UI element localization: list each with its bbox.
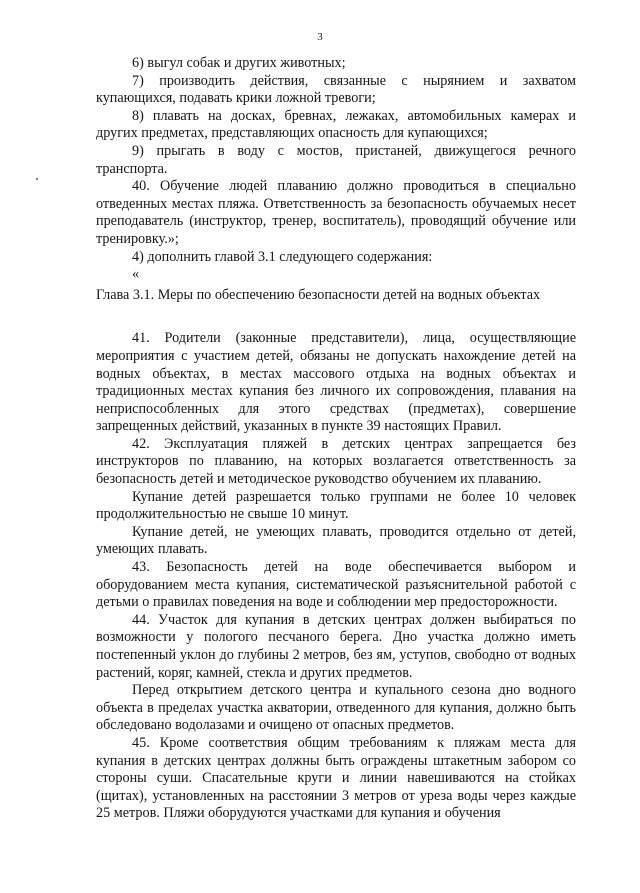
list-item-7: 7) производить действия, связанные с нырянием и захватом купающихся, подавать крики ложной тревоги;: [96, 72, 576, 107]
paragraph-43: 43. Безопасность детей на воде обеспечивается выбором и оборудованием места купания, систематической разъяснительной работой с детьми о правилах поведения на воде и соблюдении мер предосторожности.: [96, 559, 576, 611]
paragraph-44: 44. Участок для купания в детских центрах должен выбираться по возможности у пологого песчаного берега. Дно участка должно иметь постепенный уклон до глубины 2 метров, без ям, уступов, свободно от водных растений, коряг, камней, стекла и других предметов.: [96, 611, 576, 681]
paragraph-non-swimmers: Купание детей, не умеющих плавать, проводится отдельно от детей, умеющих плавать.: [96, 523, 576, 558]
document-body: [96, 55, 576, 823]
chapter-heading: Глава 3.1. Меры по обеспечению безопасности детей на водных объектах: [96, 286, 541, 303]
paragraph-40: 40. Обучение людей плаванию должно проводиться в специально отведенных местах пляжа. Ответственность за безопасность обучаемых несет преподаватель (инструктор, тренер, воспитатель), проводящий обучение или тренировку.»;: [96, 178, 576, 247]
paragraph-45: 45. Кроме соответствия общим требованиям к пляжам места для купания в детских центрах должны быть ограждены штакетным забором со стороны суши. Спасательные круги и линии навешиваются на стойках (щитах), установленных на расстоянии 3 метров от уреза воды через каждые 25 метров. Пляжи оборудуются участками для купания и обучения: [96, 734, 576, 822]
list-item-6: 6) выгул собак и других животных;: [132, 55, 346, 71]
paragraph-bottom-inspection: Перед открытием детского центра и купального сезона дно водного объекта в пределах участка акватории, отведенного для купания, должно быть обследовано водолазами и очищено от опасных предметов.: [96, 682, 576, 734]
scan-speck: [36, 178, 38, 180]
paragraph-group-bathing: Купание детей разрешается только группами не более 10 человек продолжительностью не свыше 10 минут.: [96, 488, 576, 523]
list-item-8: 8) плавать на досках, бревнах, лежаках, автомобильных камерах и других предметах, представляющих опасность для купающихся;: [96, 107, 576, 142]
page-number: 3: [317, 31, 323, 43]
paragraph-42: 42. Эксплуатация пляжей в детских центрах запрещается без инструкторов по плаванию, на которых возлагается ответственность за безопасность детей и методическое руководство обучением их плаванию.: [96, 435, 576, 488]
paragraph-41: 41. Родители (законные представители), лица, осуществляющие мероприятия с участием детей, обязаны не допускать нахождение детей на водных объектах, в местах массового отдыха на водных объектах и традиционных местах купания без личного их сопровождения, плавания на неприспособленных для этого средствах (предметах), совершение запрещенных действий, указанных в пункте 39 настоящих Правил.: [96, 330, 576, 435]
amendment-item-4: 4) дополнить главой 3.1 следующего содержания:: [132, 248, 433, 265]
opening-quote: «: [132, 266, 140, 283]
list-item-9: 9) прыгать в воду с мостов, пристаней, движущегося речного транспорта.: [96, 142, 576, 177]
